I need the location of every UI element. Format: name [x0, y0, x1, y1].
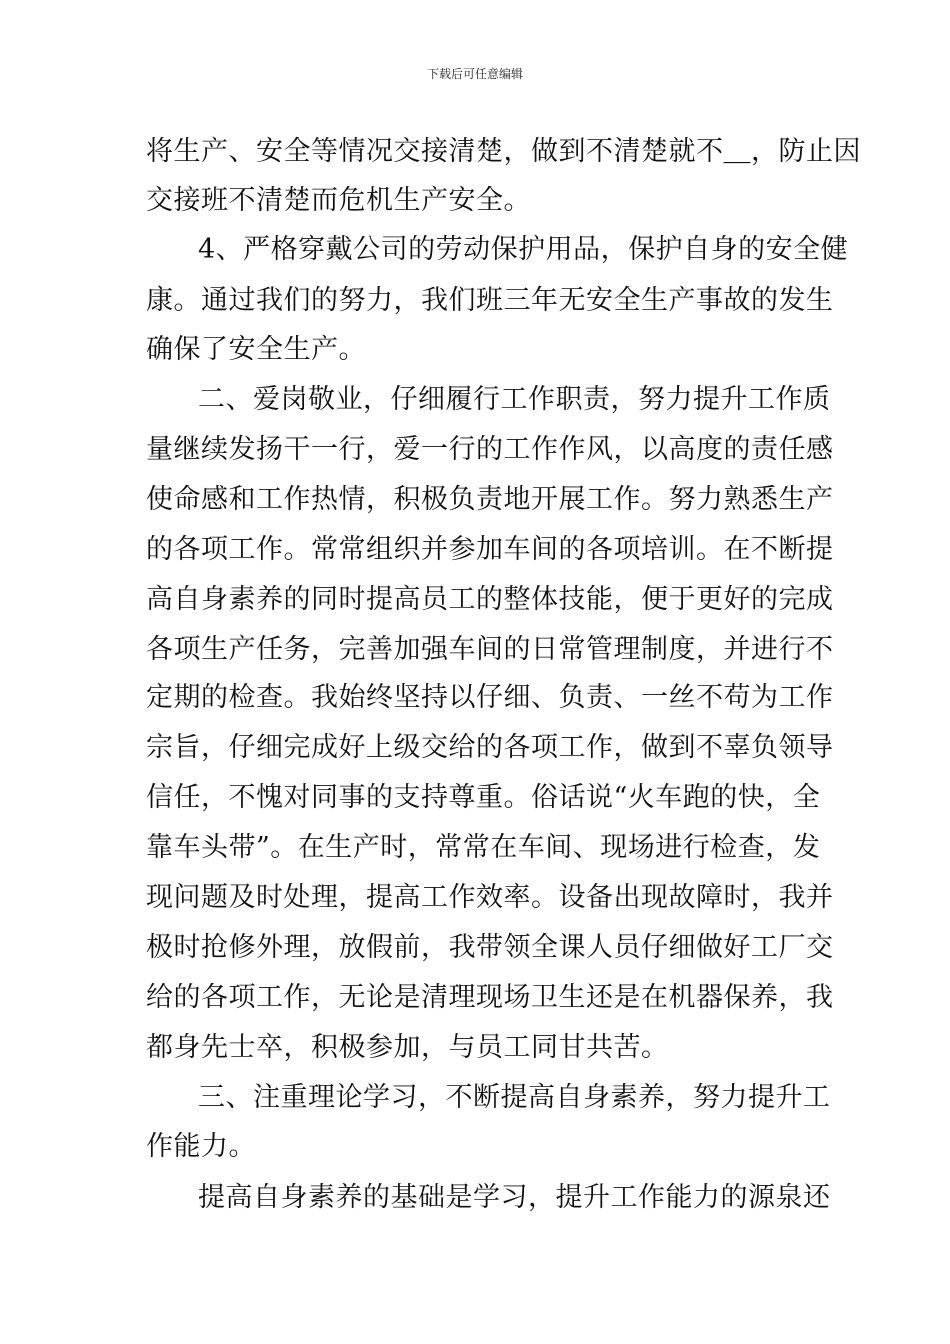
text-line: 交接班不清楚而危机生产安全。: [146, 185, 531, 216]
text-line: 极时抢修外理，放假前，我带领全课人员仔细做好工厂交: [146, 932, 834, 963]
text-line: 将生产、安全等情况交接清楚，做到不清楚就不＿，防止因: [146, 136, 861, 167]
text-line: 靠车头带”。在生产时，常常在车间、现场进行检查，发: [146, 832, 821, 863]
text-line: 高自身素养的同时提高员工的整体技能，便于更好的完成: [146, 584, 834, 615]
text-line: 各项生产任务，完善加强车间的日常管理制度，并进行不: [146, 634, 834, 665]
text-line: 作能力。: [146, 1131, 256, 1162]
text-line: 信任，不愧对同事的支持尊重。俗话说“火车跑的快，全: [146, 782, 821, 813]
paragraph-start-line: 提高自身素养的基础是学习，提升工作能力的源泉还: [198, 1182, 831, 1213]
text-line: 的各项工作。常常组织并参加车间的各项培训。在不断提: [146, 534, 834, 565]
section-heading-line: 三、注重理论学习，不断提高自身素养，努力提升工: [198, 1082, 831, 1113]
text-line: 现问题及时处理，提高工作效率。设备出现故障时，我并: [146, 882, 834, 913]
text-line: 定期的检查。我始终坚持以仔细、负责、一丝不苟为工作: [146, 682, 834, 713]
text-line: 给的各项工作，无论是清理现场卫生还是在机器保养，我: [146, 982, 834, 1013]
section-heading-line: 二、爱岗敬业，仔细履行工作职责，努力提升工作质: [198, 384, 831, 415]
text-line: 量继续发扬干一行，爱一行的工作作风，以高度的责任感: [146, 434, 834, 465]
text-line: 使命感和工作热情，积极负责地开展工作。努力熟悉生产: [146, 484, 834, 515]
text-line: 确保了安全生产。: [146, 334, 366, 365]
text-line: 宗旨，仔细完成好上级交给的各项工作，做到不辜负领导: [146, 732, 834, 763]
paragraph-start-line: 4、严格穿戴公司的劳动保护用品，保护自身的安全健: [198, 234, 849, 265]
page-header: 下载后可任意编辑: [426, 67, 523, 81]
text-line: 都身先士卒，积极参加，与员工同甘共苦。: [146, 1032, 669, 1063]
text-line: 康。通过我们的努力，我们班三年无安全生产事故的发生: [146, 285, 834, 316]
